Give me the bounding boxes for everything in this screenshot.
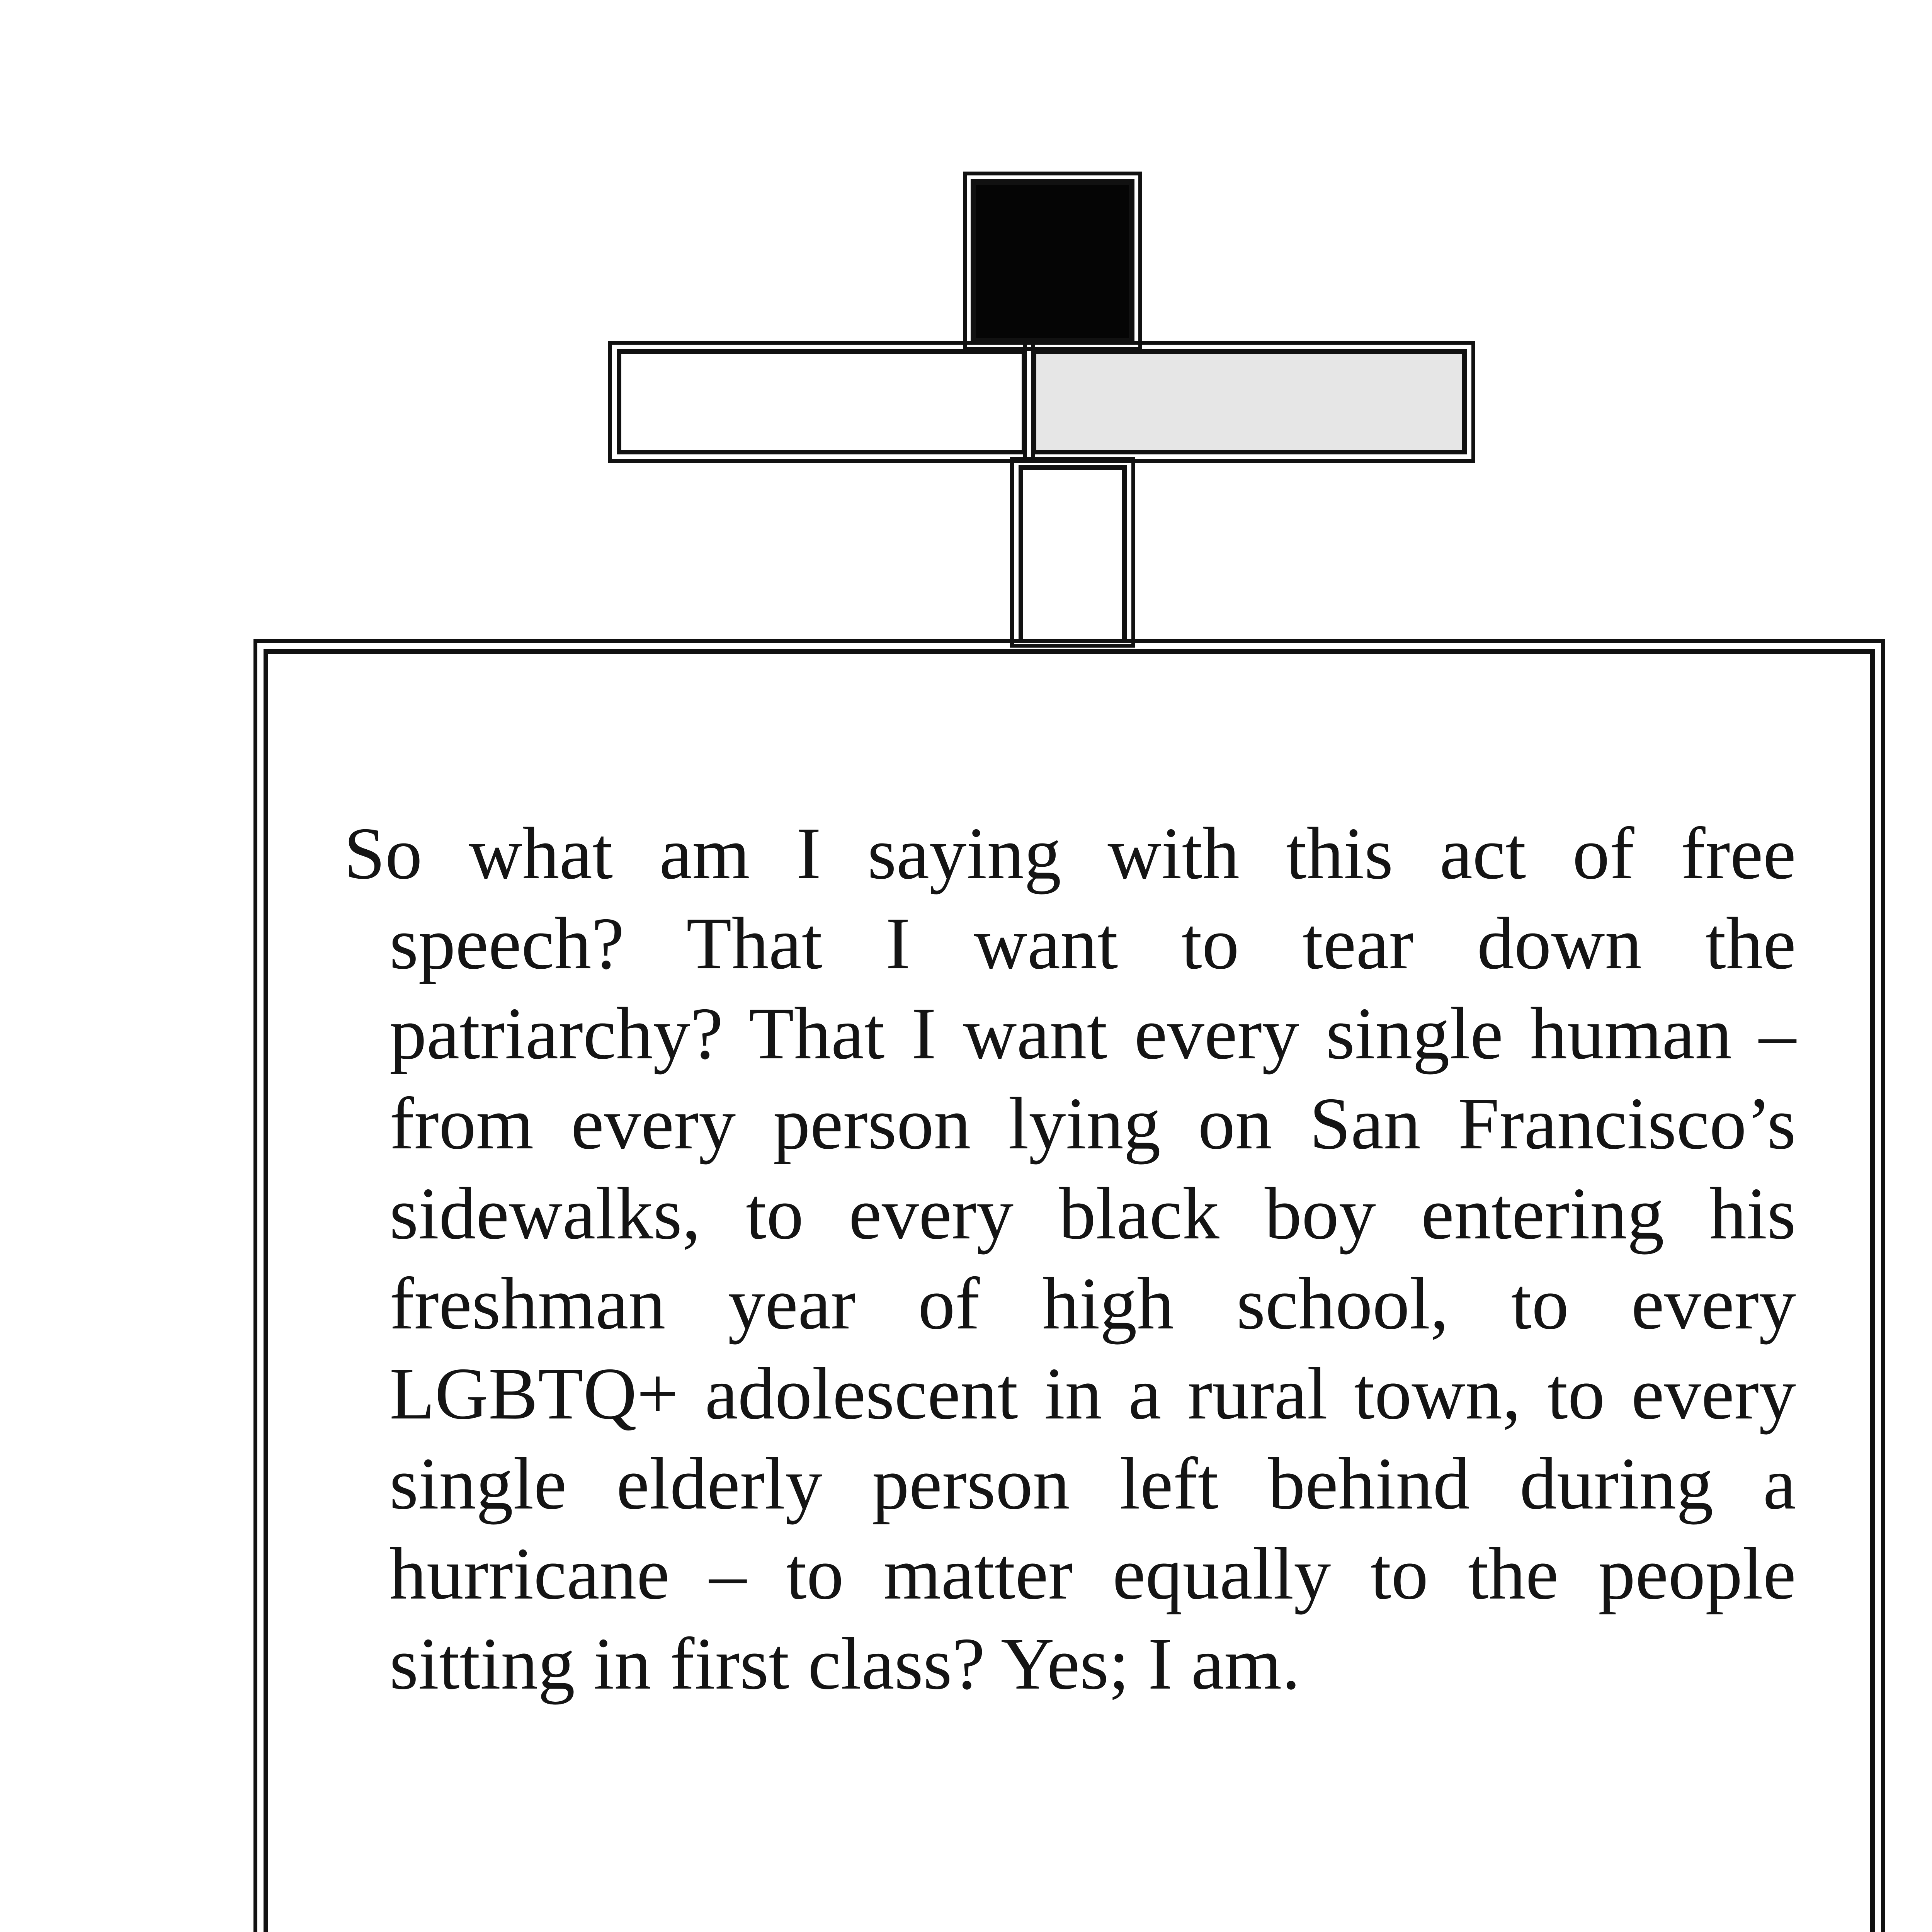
paragraph-free-speech: So what am I saying with this act of free speech? That I want to tear down the patriarchy? That I want every single human – from every person lying on San Francisco’s sidewalks, to every black boy entering his freshman year of high school, to every LGBTQ+ adolescent in a rural town, to every single elderly person left behind during a hurricane – to matter equally to the people sitting in first class? Yes; I am. (344, 812, 1796, 1705)
ornament-top-square (971, 179, 1134, 343)
ornament-stem (1019, 465, 1127, 639)
ornament-left-bar (617, 349, 1026, 454)
ornament-right-bar (1032, 349, 1467, 454)
